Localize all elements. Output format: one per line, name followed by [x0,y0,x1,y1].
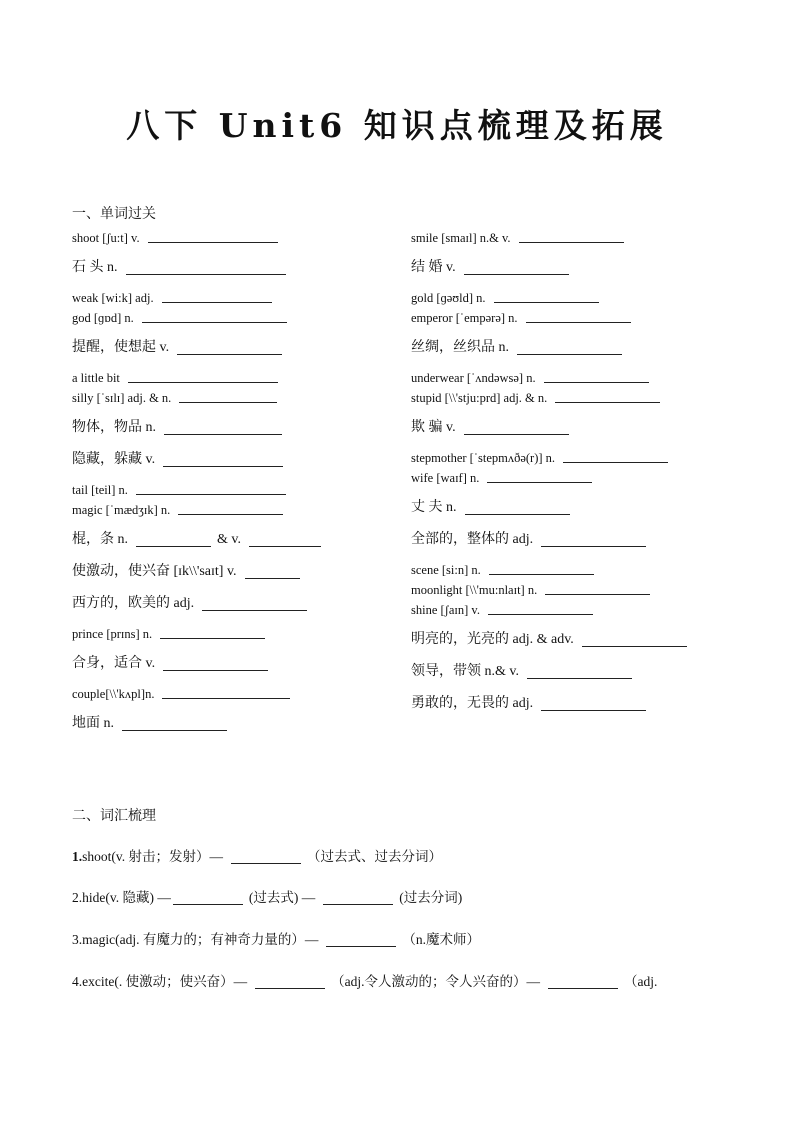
answer-blank[interactable] [245,578,300,579]
answer-blank[interactable] [163,466,283,467]
vocab-entry-group [411,692,741,716]
vocab-entry [411,448,741,468]
vocab-entry-group [72,560,402,584]
vocab-entry [72,652,402,676]
answer-blank[interactable] [527,678,632,679]
vocab-entry-group [72,228,402,248]
vocab-entry [411,560,741,580]
vocab-entry [72,528,402,552]
vocab-entry [72,388,402,408]
vocab-entry [411,388,741,408]
answer-blank[interactable] [255,988,325,989]
vocab-entry-group [411,416,741,440]
answer-blank[interactable] [323,904,393,905]
vocab-entry-group [72,652,402,676]
vocab-entry-group [411,660,741,684]
answer-blank[interactable] [164,434,282,435]
word-form-item-4 [72,970,732,994]
answer-blank[interactable] [202,610,307,611]
vocab-entry-group [72,288,402,328]
item-text: （adj.令人激动的；令人兴奋的）— [331,974,540,989]
vocab-prompt: 提醒，使想起 v. [72,340,170,355]
vocab-prompt: tail [teil] n. [72,483,128,497]
answer-blank[interactable] [136,494,286,495]
vocab-prompt: moonlight [\\'mu:nlaɪt] n. [411,583,538,597]
answer-blank[interactable] [122,730,227,731]
vocab-prompt: couple[\\'kʌpl]n. [72,687,155,701]
answer-blank[interactable] [326,946,396,947]
vocab-entry [72,448,402,472]
vocab-entry [72,416,402,440]
vocab-entry [72,712,402,736]
vocab-entry [411,336,741,360]
vocab-entry-group [72,256,402,280]
vocab-prompt-tail: & v. [217,532,241,547]
vocab-prompt: 西方的，欧美的 adj. [72,596,195,611]
vocab-prompt: 勇敢的，无畏的 adj. [411,696,534,711]
answer-blank[interactable] [519,242,624,243]
answer-blank[interactable] [142,322,287,323]
answer-blank[interactable] [173,904,243,905]
answer-blank[interactable] [563,462,668,463]
word-form-item-1 [72,845,732,869]
vocab-prompt: prince [prɪns] n. [72,627,153,641]
answer-blank[interactable] [526,322,631,323]
vocab-entry-group [411,336,741,360]
vocab-prompt: silly [ˈsɪlɪ] adj. & n. [72,391,172,405]
vocab-entry [411,692,741,716]
vocab-entry-group [72,624,402,644]
answer-blank[interactable] [555,402,660,403]
vocab-entry-group [411,496,741,520]
vocab-entry [72,368,402,388]
answer-blank[interactable] [489,574,594,575]
vocab-prompt: god [ɡɒd] n. [72,311,134,325]
page-title: 八下 Unit6 知识点梳理及拓展 [126,106,668,145]
vocab-prompt: 丈 夫 n. [411,500,457,515]
vocab-entry [411,528,741,552]
section-heading-vocabulary: 一、单词过关 [72,206,156,222]
vocab-entry [411,228,741,248]
vocab-prompt: 领导，带领 n.& v. [411,664,519,679]
word-form-item-3 [72,928,732,952]
vocab-entry [411,660,741,684]
section-heading-word-forms: 二、词汇梳理 [72,808,156,824]
vocab-entry-group [411,628,741,652]
vocab-entry-group [72,416,402,440]
vocab-entry [72,624,402,644]
vocab-entry-group [72,684,402,704]
vocab-prompt: scene [si:n] n. [411,563,481,577]
answer-blank[interactable] [162,698,290,699]
answer-blank[interactable] [148,242,278,243]
vocab-prompt: underwear [ˈʌndəwsə] n. [411,371,536,385]
vocab-prompt: stepmother [ˈstepmʌðə(r)] n. [411,451,556,465]
answer-blank[interactable] [548,988,618,989]
vocab-prompt: 石 头 n. [72,260,118,275]
vocab-prompt: magic [ˈmædʒɪk] n. [72,503,171,517]
vocab-entry-group [72,480,402,520]
vocab-prompt: gold [ɡəʊld] n. [411,291,486,305]
vocab-prompt: 地面 n. [72,716,114,731]
answer-blank[interactable] [541,546,646,547]
vocab-entry [411,468,741,488]
vocab-entry [72,288,402,308]
vocab-entry [72,500,402,520]
vocab-entry [72,228,402,248]
answer-blank[interactable] [494,302,599,303]
answer-blank[interactable] [160,638,265,639]
item-text: 2.hide(v. 隐藏) — [72,890,171,905]
vocab-prompt: shine [ʃaɪn] v. [411,603,480,617]
answer-blank[interactable] [464,274,569,275]
vocab-entry [411,416,741,440]
answer-blank[interactable] [163,670,268,671]
answer-blank[interactable] [517,354,622,355]
vocab-prompt: 欺 骗 v. [411,420,456,435]
vocab-entry-group [72,336,402,360]
vocab-prompt: 结 婚 v. [411,260,456,275]
answer-blank[interactable] [582,646,687,647]
vocab-prompt: 物体，物品 n. [72,420,156,435]
vocab-prompt: 全部的，整体的 adj. [411,532,534,547]
vocab-entry [72,256,402,280]
vocab-prompt: 使激动，使兴奋 [ɪk\\'saɪt] v. [72,564,237,579]
answer-blank[interactable] [179,402,277,403]
vocab-entry-group [72,592,402,616]
answer-blank[interactable] [487,482,592,483]
vocab-prompt: 丝绸，丝织品 n. [411,340,509,355]
answer-blank[interactable] [488,614,593,615]
answer-blank[interactable] [249,546,321,547]
answer-blank[interactable] [126,274,286,275]
vocab-entry-group [72,448,402,472]
item-text: （过去式、过去分词） [307,849,442,864]
vocab-entry [72,592,402,616]
vocab-entry-group [411,228,741,248]
vocab-entry-group [411,448,741,488]
vocab-column-left [72,228,402,744]
vocab-prompt: a little bit [72,371,120,385]
answer-blank[interactable] [178,514,283,515]
item-text: (过去式) — [248,890,316,905]
vocab-entry [411,368,741,388]
item-text: (过去分词) [399,890,463,905]
vocab-prompt: weak [wi:k] adj. [72,291,154,305]
item-text: （n.魔术师） [402,932,480,947]
vocab-entry [411,580,741,600]
vocab-prompt: 棍，条 n. [72,532,128,547]
vocab-entry-group [72,712,402,736]
vocab-entry [72,480,402,500]
vocab-entry [411,496,741,520]
answer-blank[interactable] [541,710,646,711]
vocab-prompt: 隐藏，躲藏 v. [72,452,156,467]
item-text: 4.excite(. 使激动；使兴奋）— [72,974,248,989]
vocab-entry-group [411,528,741,552]
vocab-entry-group [411,560,741,620]
answer-blank[interactable] [464,434,569,435]
vocab-entry-group [411,256,741,280]
vocab-prompt: smile [smaɪl] n.& v. [411,231,511,245]
item-text: （adj. [623,974,658,989]
vocab-entry-group [72,368,402,408]
vocab-entry [72,684,402,704]
vocab-prompt: 合身，适合 v. [72,656,156,671]
vocab-entry [411,256,741,280]
vocab-prompt: emperor [ˈempərə] n. [411,311,518,325]
word-form-item-2 [72,886,732,910]
vocab-entry [411,600,741,620]
answer-blank[interactable] [465,514,570,515]
answer-blank[interactable] [545,594,650,595]
vocab-column-right [411,228,741,724]
vocab-entry-group [411,368,741,408]
vocab-entry [411,308,741,328]
item-text: shoot(v. 射击；发射）— [82,849,223,864]
vocab-prompt: wife [waɪf] n. [411,471,480,485]
vocab-entry [72,336,402,360]
vocab-entry-group [72,528,402,552]
answer-blank[interactable] [231,863,301,864]
answer-blank[interactable] [177,354,282,355]
answer-blank[interactable] [544,382,649,383]
vocab-prompt: stupid [\\'stju:prd] adj. & n. [411,391,548,405]
item-number: 1. [72,849,83,864]
vocab-entry [411,288,741,308]
answer-blank[interactable] [136,546,211,547]
vocab-prompt: 明亮的，光亮的 adj. & adv. [411,632,574,647]
answer-blank[interactable] [162,302,272,303]
vocab-entry-group [411,288,741,328]
vocab-entry [72,560,402,584]
vocab-entry [72,308,402,328]
answer-blank[interactable] [128,382,278,383]
vocab-prompt: shoot [ʃu:t] v. [72,231,140,245]
item-text: 3.magic(adj. 有魔力的；有神奇力量的）— [72,932,319,947]
vocab-entry [411,628,741,652]
